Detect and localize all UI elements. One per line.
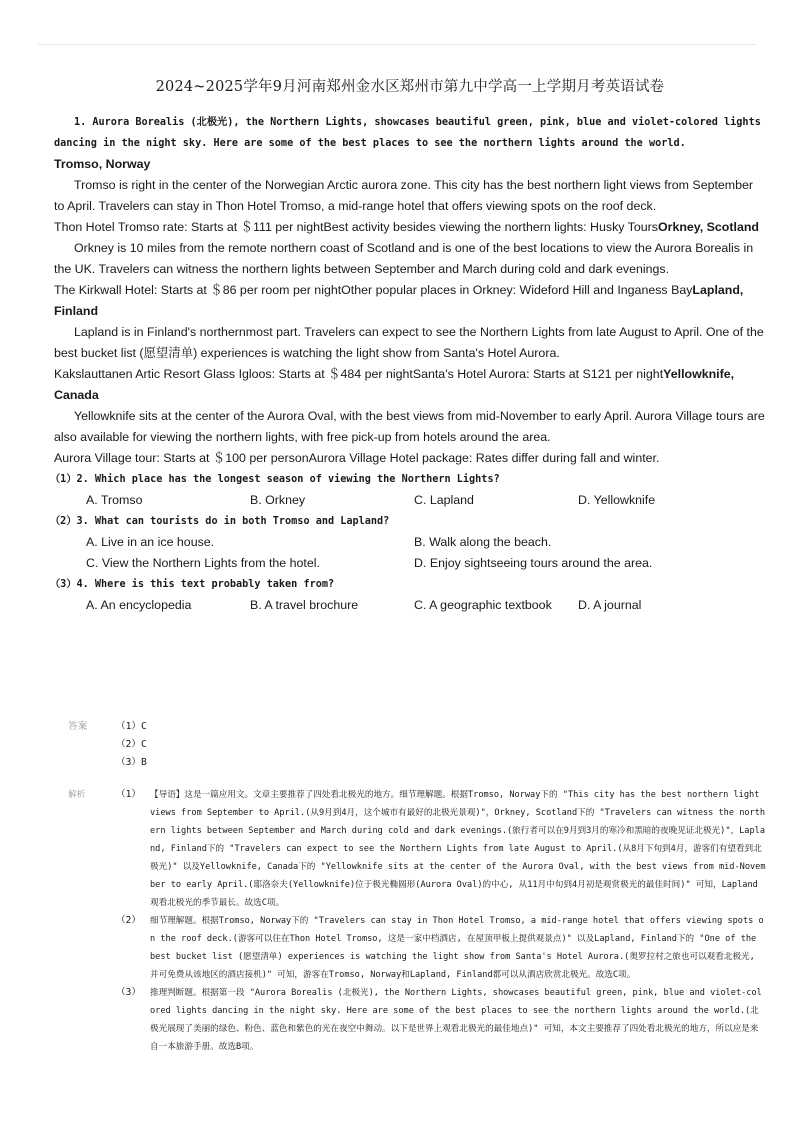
explanation-text: 细节理解题。根据Tromso, Norway下的 "Travelers can stay in Thon Hotel Tromso, a mid-range hotel that offers viewing spots on the roof deck.(游客可以住在Thon Hotel Tromso, 这是一家中档酒店, 在屋顶甲板上提供观景点)" 以及Lapland, Finland下的 "One of the best bucket list (愿望清单) experiences is watching the light show from Santa's Hotel Aurora.(奥罗拉村之旅也可以观看北极光, 并可免费从该地区的酒店接机)" 可知，游客在Tromso, Norway和Lapland, Finland都可以从酒店欣赏北极光。故选C项。 [150, 916, 764, 980]
explanation-item [116, 984, 766, 1056]
paragraph-yellowknife: Yellowknife sits at the center of the Aurora Oval, with the best views from mid-November to early April. Aurora Village tours are also available for viewing the northern lights, with free pick-up from hotels around the area. [54, 409, 765, 444]
exam-page [50, 68, 766, 616]
question-2 [50, 511, 766, 574]
info-yellowknife: Aurora Village tour: Starts at ＄100 per personAurora Village Hotel package: Rates differ during fall and winter. [54, 451, 660, 465]
option-a[interactable]: A. Live in an ice house. [86, 535, 215, 549]
option-d[interactable]: D. Enjoy sightseeing tours around the area. [414, 556, 653, 570]
passage-intro: 1. Aurora Borealis (北极光), the Northern Lights, showcases beautiful green, pink, blue and violet-colored lights dancing in the night sky. Here are some of the best places to see the northern lights around the world. [54, 117, 761, 149]
info-lapland: Kakslauttanen Artic Resort Glass Igloos: Starts at ＄484 per nightSanta's Hotel Aurora: Starts at S121 per night [54, 367, 664, 381]
explanation-item [116, 912, 766, 984]
option-a[interactable]: A. Tromso [86, 493, 143, 507]
answer-item: （1）C [116, 721, 147, 732]
page-title: 2024~2025学年9月河南郑州金水区郑州市第九中学高一上学期月考英语试卷 [155, 79, 665, 95]
option-c[interactable]: C. View the Northern Lights from the hotel. [86, 556, 320, 570]
option-d[interactable]: D. Yellowknife [578, 493, 656, 507]
heading-lapland: Lapland, Finland [54, 283, 744, 318]
explanation-tag: 解析 [68, 790, 86, 800]
answer-tag: 答案 [68, 721, 88, 732]
option-d[interactable]: D. A journal [578, 598, 642, 612]
paragraph-lapland: Lapland is in Finland's northernmost part. Travelers can expect to see the Northern Lights from late August to April. One of the best bucket list (愿望清单) experiences is watching the light show from Santa's Hotel Aurora. [54, 325, 764, 360]
option-b[interactable]: B. A travel brochure [250, 598, 359, 612]
question-3 [50, 574, 766, 616]
explanation-item [116, 786, 766, 912]
option-c[interactable]: C. Lapland [414, 493, 474, 507]
explanation-num: （2） [116, 915, 141, 926]
option-c[interactable]: C. A geographic textbook [414, 598, 552, 612]
heading-orkney: Orkney, Scotland [657, 220, 759, 234]
option-b[interactable]: B. Walk along the beach. [414, 535, 552, 549]
header-divider [38, 44, 756, 45]
paragraph-orkney: Orkney is 10 miles from the remote northern coast of Scotland and is one of the best locations to view the Aurora Borealis in the UK. Travelers can witness the northern lights between September and March during cold and dark evenings. [54, 241, 754, 276]
info-tromso: Thon Hotel Tromso rate: Starts at ＄111 per nightBest activity besides viewing the northern lights: Husky Tours [54, 220, 658, 234]
question-label: （1）2. Which place has the longest season of viewing the Northern Lights? [50, 474, 500, 485]
option-a[interactable]: A. An encyclopedia [86, 598, 192, 612]
explanation-num: （1） [116, 789, 141, 800]
answer-item: （2）C [116, 739, 147, 750]
question-1 [50, 469, 766, 511]
question-label: （3）4. Where is this text probably taken from? [50, 579, 335, 590]
paragraph-tromso: Tromso is right in the center of the Norwegian Arctic aurora zone. This city has the best northern light views from September to April. Travelers can stay in Thon Hotel Tromso, a mid-range hotel that offers viewing spots on the roof deck. [54, 178, 754, 213]
explanation-text: 【导语】这是一篇应用文。文章主要推荐了四处看北极光的地方。细节理解题。根据Tromso, Norway下的 "This city has the best northern light views from September to April.(从9月到4月，这个城市有最好的北极光景观)"，Orkney, Scotland下的 "Travelers can witness the northern lights between September and March during cold and dark evenings.(旅行者可以在9月到3月的寒冷和黑暗的夜晚见证北极光)"，Lapland, Finland下的 "Travelers can expect to see the Northern Lights from late August to April.(从8月下旬到4月，游客们有望看到北极光)" 以及Yellowknife, Canada下的 "Yellowknife sits at the center of the Aurora Oval, with the best views from mid-November to early April.(耶洛奈夫(Yellowknife)位于极光椭圆形(Aurora Oval)的中心, 从11月中旬到4月初是观赏极光的最佳时间)" 可知，Lapland观看北极光的季节最长。故选C项。 [150, 790, 766, 908]
info-orkney: The Kirkwall Hotel: Starts at ＄86 per room per nightOther popular places in Orkney: Wideford Hill and Inganess Bay [54, 283, 693, 297]
answer-section [54, 700, 766, 1056]
answer-item: （3）B [116, 757, 147, 768]
heading-yellowknife: Yellowknife, Canada [54, 367, 735, 402]
explanation-num: （3） [116, 987, 141, 998]
option-b[interactable]: B. Orkney [250, 493, 306, 507]
heading-tromso: Tromso, Norway [54, 157, 151, 171]
explanation-text: 推理判断题。根据第一段 "Aurora Borealis (北极光), the Northern Lights, showcases beautiful green, pink, blue and violet-colored lights dancing in the night sky. Here are some of the best places to see the northern lights around the world.(北极光展现了美丽的绿色、粉色、蓝色和紫色的光在夜空中舞动。以下是世界上观看北极光的最佳地点)" 可知，本文主要推荐了四处看北极光的地方，所以应是来自一本旅游手册。故选B项。 [150, 988, 762, 1052]
explanation-section [54, 786, 766, 1056]
question-label: （2）3. What can tourists do in both Tromso and Lapland? [50, 516, 390, 527]
